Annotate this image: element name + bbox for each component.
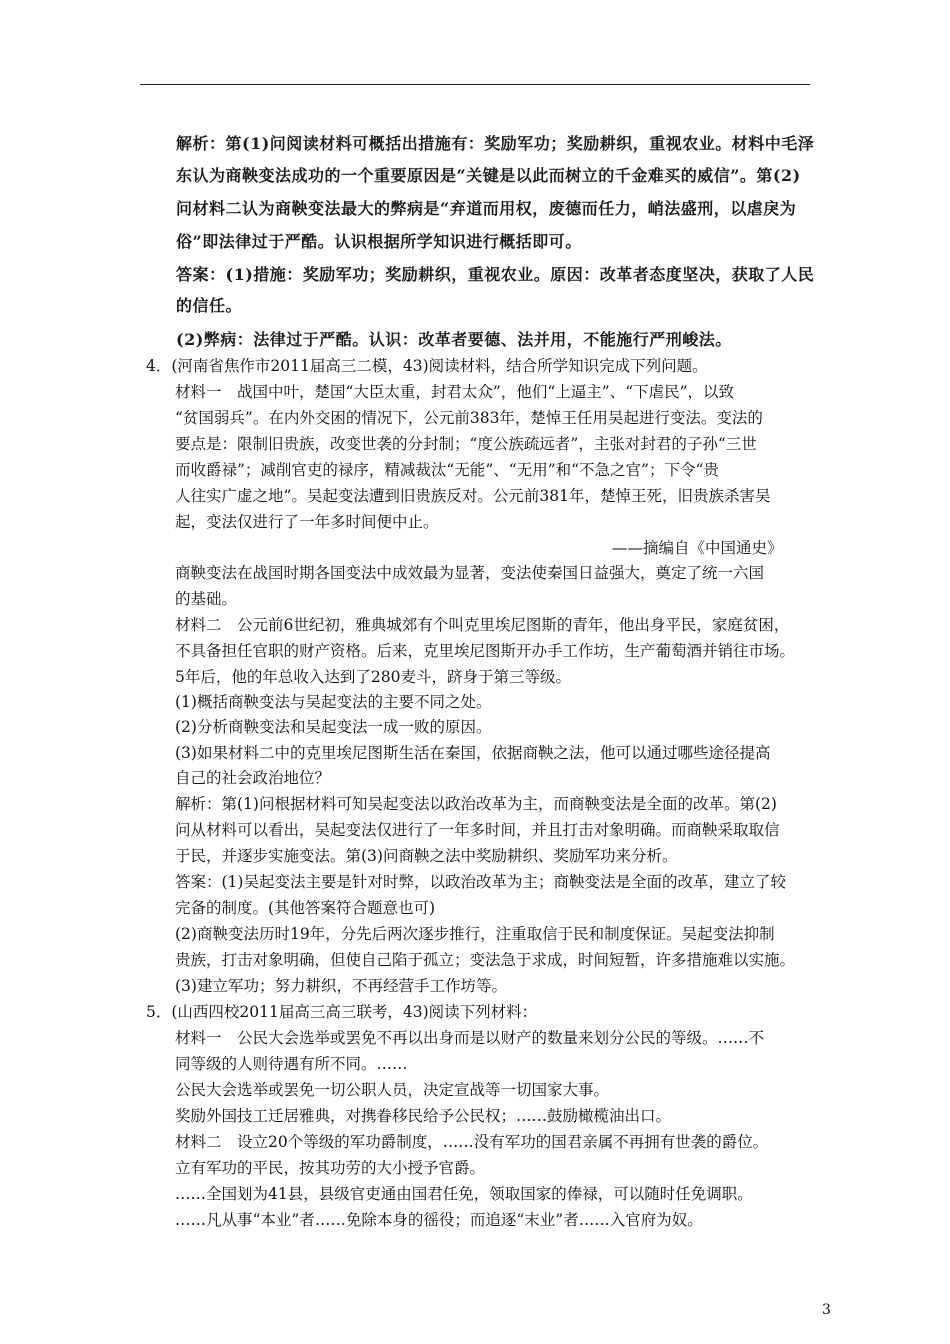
answer-line-1: 答案：(1)措施：奖励军功；奖励耕织，重视农业。原因：改革者态度坚决，获取了人民 xyxy=(176,265,815,284)
q4-heading: 4．(河南省焦作市2011届高三二模，43)阅读材料，结合所学知识完成下列问题。 xyxy=(146,357,708,375)
q4-answer-line-5: (3)建立军功；努力耕织，不再经营手工作坊等。 xyxy=(175,977,507,995)
q5-material2-line-2: 立有军功的平民，按其功劳的大小授予官爵。 xyxy=(175,1159,486,1177)
q5-material1-line-4: 奖励外国技工迁居雅典，对携眷移民给予公民权；……鼓励橄榄油出口。 xyxy=(175,1107,672,1125)
q4-answer-line-4: 贵族，打击对象明确，但使自己陷于孤立；变法急于求成，时间短暂，许多措施难以实施。 xyxy=(175,951,796,969)
q4-question-2: (2)分析商鞅变法和吴起变法一成一败的原因。 xyxy=(175,718,492,736)
q4-line-8: 的基础。 xyxy=(175,590,238,608)
page-number: 3 xyxy=(822,1302,831,1318)
answer-line-3: (2)弊病：法律过于严酷。认识：改革者要德、法并用，不能施行严刑峻法。 xyxy=(176,330,732,349)
q4-material1-line-5: 人往实广虚之地”。吴起变法遭到旧贵族反对。公元前381年，楚悼王死，旧贵族杀害吴 xyxy=(175,487,771,505)
q4-material2-line-1: 材料二 公元前6世纪初，雅典城郊有个叫克里埃尼图斯的青年，他出身平民，家庭贫困， xyxy=(175,616,790,634)
header-rule xyxy=(140,84,810,85)
q5-material2-line-4: ……凡从事“本业”者……免除本身的徭役；而追逐“末业”者……入官府为奴。 xyxy=(175,1211,703,1229)
q5-heading: 5．(山西四校2011届高三高三联考，43)阅读下列材料： xyxy=(146,1003,538,1021)
q4-answer-line-3: (2)商鞅变法历时19年，分先后两次逐步推行，注重取信于民和制度保证。吴起变法抑制 xyxy=(175,925,775,943)
q5-material1-line-2: 同等级的人则待遇有所不同。…… xyxy=(175,1055,408,1073)
q4-material2-line-3: 5年后，他的年总收入达到了280麦斗，跻身于第三等级。 xyxy=(175,668,571,686)
q5-material1-line-3: 公民大会选举或罢免一切公职人员，决定宣战等一切国家大事。 xyxy=(175,1081,610,1099)
q4-material1-line-4: 而收爵禄”；减削官吏的禄序，精减裁汰“无能”、“无用”和“不急之官”；下令“贵 xyxy=(175,461,719,479)
q4-analysis-line-2: 问从材料可以看出，吴起变法仅进行了一年多时间，并且打击对象明确。而商鞅采取取信 xyxy=(175,821,780,839)
q4-material2-line-2: 不具备担任官职的财产资格。后来，克里埃尼图斯开办手工作坊，生产葡萄酒并销往市场。 xyxy=(175,642,796,660)
q4-answer-line-1: 答案：(1)吴起变法主要是针对时弊，以政治改革为主；商鞅变法是全面的改革，建立了较 xyxy=(175,873,786,891)
analysis-line-2: 东认为商鞅变法成功的一个重要原因是“关键是以此而树立的千金难买的威信”。第(2) xyxy=(176,166,801,185)
analysis-line-1: 解析：第(1)问阅读材料可概括出措施有：奖励军功；奖励耕织，重视农业。材料中毛泽 xyxy=(176,134,815,153)
q4-material1-line-2: “贫国弱兵”。在内外交困的情况下，公元前383年，楚悼王任用吴起进行变法。变法的 xyxy=(175,409,763,427)
q4-question-3-cont: 自己的社会政治地位？ xyxy=(175,769,331,787)
q4-question-1: (1)概括商鞅变法与吴起变法的主要不同之处。 xyxy=(175,693,492,711)
q4-material1-line-1: 材料一 战国中叶，楚国“大臣太重，封君太众”，他们“上逼主”、“下虐民”，以致 xyxy=(175,383,735,401)
q5-material2-line-1: 材料二 设立20个等级的军功爵制度，……没有军功的国君亲属不再拥有世袭的爵位。 xyxy=(175,1133,769,1151)
q4-answer-line-2: 完备的制度。(其他答案符合题意也可) xyxy=(175,899,436,917)
q4-analysis-line-3: 于民，并逐步实施变法。第(3)问商鞅之法中奖励耕织、奖励军功来分析。 xyxy=(175,847,678,865)
answer-line-2: 的信任。 xyxy=(176,296,243,315)
q4-line-7: 商鞅变法在战国时期各国变法中成效最为显著，变法使秦国日益强大，奠定了统一六国 xyxy=(175,564,765,582)
q4-source: ——摘编自《中国通史》 xyxy=(612,539,783,557)
q4-material1-line-3: 要点是：限制旧贵族，改变世袭的分封制；“度公族疏远者”，主张对封君的子孙“三世 xyxy=(175,435,757,453)
analysis-line-4: 俗”即法律过于严酷。认识根据所学知识进行概括即可。 xyxy=(176,232,582,251)
q5-material2-line-3: ……全国划为41县，县级官吏通由国君任免，领取国家的俸禄，可以随时任免调职。 xyxy=(175,1185,753,1203)
q4-question-3: (3)如果材料二中的克里埃尼图斯生活在秦国，依据商鞅之法，他可以通过哪些途径提高 xyxy=(175,744,771,762)
analysis-line-3: 问材料二认为商鞅变法最大的弊病是“弃道而用权，废德而任力，峭法盛刑，以虐戾为 xyxy=(176,199,797,218)
q5-material1-line-1: 材料一 公民大会选举或罢免不再以出身而是以财产的数量来划分公民的等级。……不 xyxy=(175,1029,765,1047)
q4-analysis-line-1: 解析：第(1)问根据材料可知吴起变法以政治改革为主，而商鞅变法是全面的改革。第(2) xyxy=(175,795,777,813)
q4-material1-line-6: 起，变法仅进行了一年多时间便中止。 xyxy=(175,513,439,531)
